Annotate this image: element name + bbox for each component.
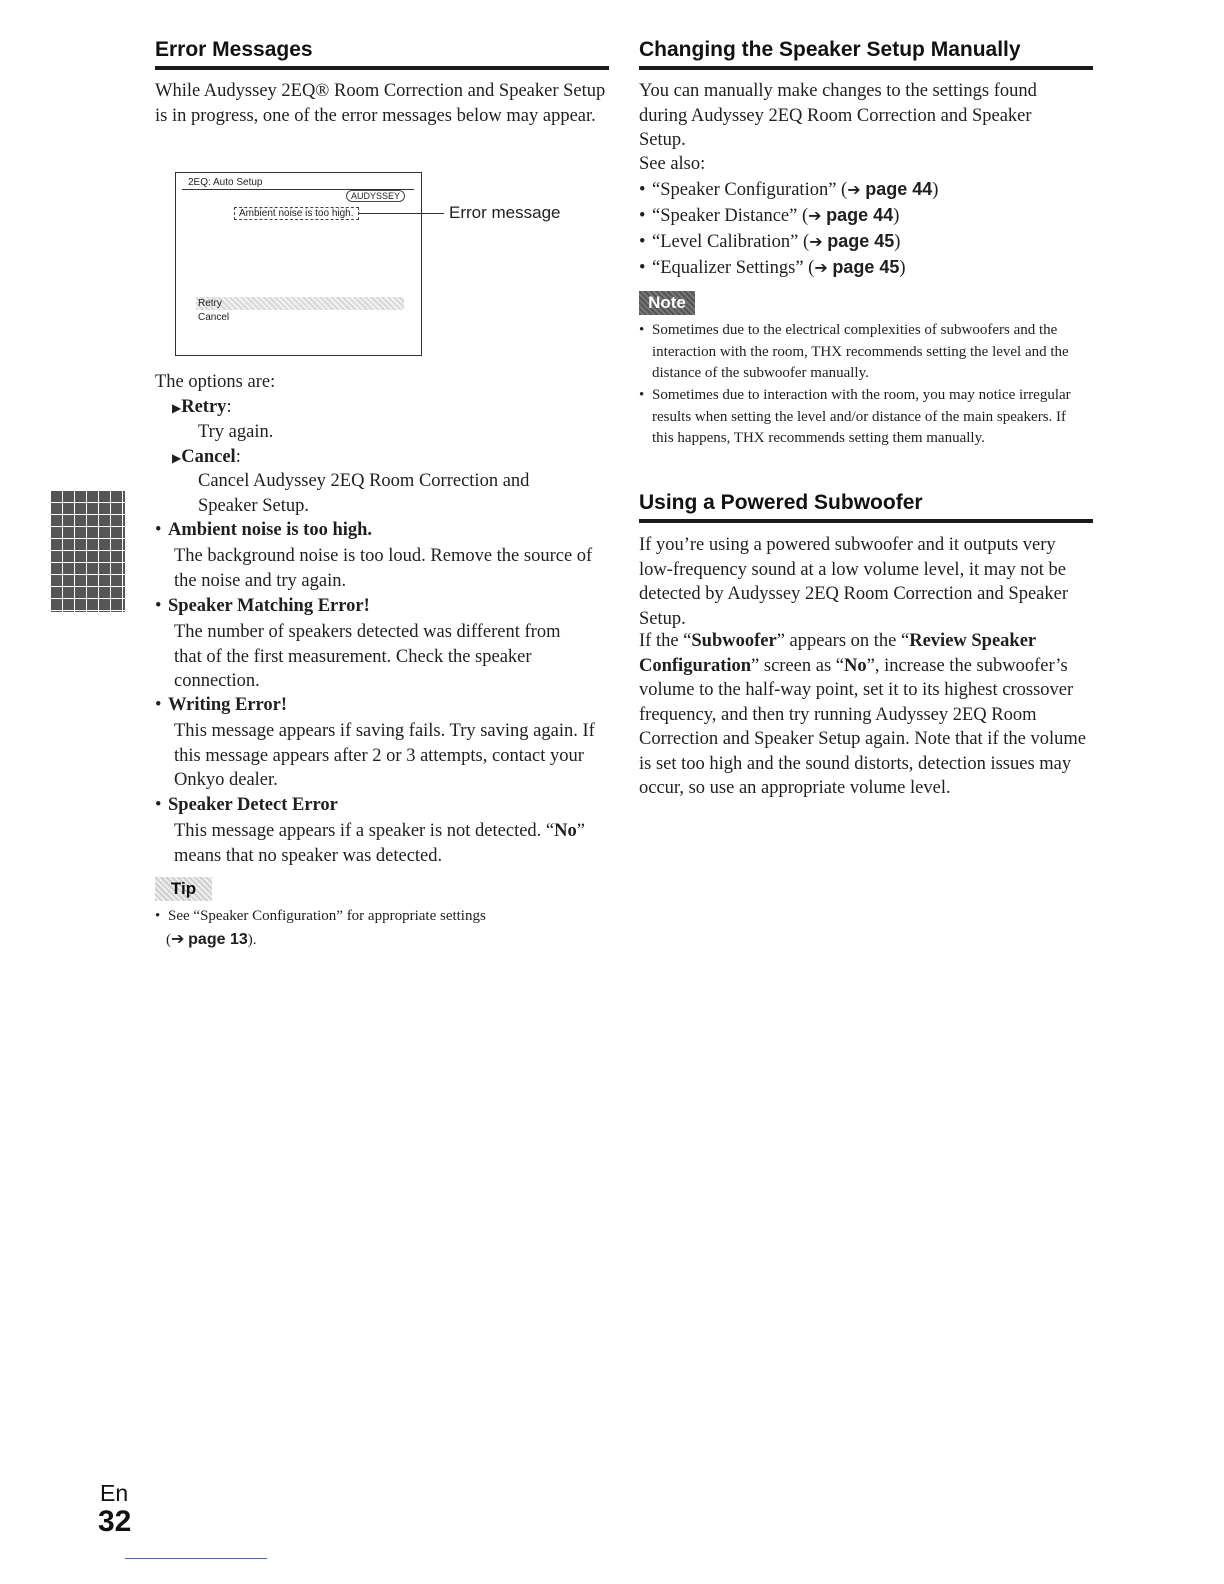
error-writing: • Writing Error! <box>155 695 288 715</box>
screen-option-cancel: Cancel <box>198 312 230 323</box>
ref-page-link[interactable]: page 44 <box>865 179 933 199</box>
note-badge <box>639 291 695 315</box>
error-speaker-detect-title: Speaker Detect Error <box>168 795 338 815</box>
ref-page-link[interactable]: page 44 <box>826 205 894 225</box>
option-cancel: ▶Cancel: <box>172 447 241 467</box>
page-arrow-icon: ➔ <box>809 232 823 251</box>
option-retry: ▶Retry: <box>172 397 232 417</box>
tip-page-link[interactable]: page 13 <box>188 931 248 948</box>
ref-level-calibration: • “Level Calibration” (➔ page 45) <box>639 231 901 252</box>
see-also-label: See also: <box>639 154 706 174</box>
ref-equalizer-settings: • “Equalizer Settings” (➔ page 45) <box>639 257 906 278</box>
screen-title: 2EQ: Auto Setup <box>188 177 263 188</box>
play-arrow-icon: ▶ <box>172 401 182 415</box>
changing-speaker-setup-heading: Changing the Speaker Setup Manually <box>639 38 1093 70</box>
page-arrow-icon: ➔ <box>847 180 861 199</box>
tip-page-ref: (➔ page 13). <box>166 929 257 948</box>
page-number: 32 <box>98 1505 132 1538</box>
error-writing-desc: This message appears if saving fails. Try saving again. If this message appears after 2 or 3 attempts, contact your Onkyo dealer. <box>174 721 595 790</box>
error-ambient-noise: • Ambient noise is too high. <box>155 520 373 540</box>
tip-badge <box>155 877 212 901</box>
ref-page-link[interactable]: page 45 <box>832 257 900 277</box>
option-cancel-name: Cancel <box>181 447 236 467</box>
tip-label: Tip <box>170 879 197 898</box>
error-speaker-matching-title: Speaker Matching Error! <box>168 596 370 616</box>
error-speaker-matching-desc: The number of speakers detected was different from that of the first measurement. Check the speaker connection. <box>174 622 561 691</box>
ref-speaker-configuration: • “Speaker Configuration” (➔ page 44) <box>639 179 939 200</box>
subwoofer-paragraph-1: If you’re using a powered subwoofer and it outputs very low-frequency sound at a low volume level, it may not be detected by Audyssey 2EQ Room Correction and Speaker Setup. <box>639 535 1068 629</box>
tip-text: • See “Speaker Configuration” for appropriate settings <box>155 908 486 924</box>
powered-subwoofer-heading: Using a Powered Subwoofer <box>639 491 1093 523</box>
changing-intro: You can manually make changes to the settings found during Audyssey 2EQ Room Correction and Speaker Setup. <box>639 81 1037 150</box>
ref-page-link[interactable]: page 45 <box>827 231 895 251</box>
page-arrow-icon: ➔ <box>814 258 828 277</box>
note-label: Note <box>648 293 686 312</box>
error-writing-title: Writing Error! <box>168 695 288 715</box>
play-arrow-icon: ▶ <box>172 451 182 465</box>
callout-label: Error message <box>449 203 561 222</box>
screen-error-message: Ambient noise is too high. <box>234 207 359 220</box>
ref-speaker-distance: • “Speaker Distance” (➔ page 44) <box>639 205 900 226</box>
page-arrow-icon: ➔ <box>171 929 185 948</box>
option-retry-name: Retry <box>181 397 227 417</box>
language-label: En <box>100 1480 129 1506</box>
callout-line <box>358 213 444 214</box>
error-speaker-detect-desc: This message appears if a speaker is not detected. “No” means that no speaker was detected. <box>174 821 585 866</box>
error-speaker-matching: • Speaker Matching Error! <box>155 596 370 616</box>
option-cancel-desc: Cancel Audyssey 2EQ Room Correction and Speaker Setup. <box>198 471 530 516</box>
footer-rule <box>125 1558 267 1559</box>
error-ambient-noise-desc: The background noise is too loud. Remove the source of the noise and try again. <box>174 546 593 591</box>
section-tab-marker <box>50 490 125 612</box>
note-item-2: • Sometimes due to interaction with the room, you may notice irregular results when setting the level and/or distance of the main speakers. If this happens, THX recommends setting them manually. <box>639 387 1071 446</box>
page-arrow-icon: ➔ <box>808 206 822 225</box>
option-retry-desc: Try again. <box>198 422 274 442</box>
error-messages-heading: Error Messages <box>155 38 609 70</box>
setup-screen-illustration <box>175 172 422 356</box>
options-label: The options are: <box>155 372 276 392</box>
screen-option-retry: Retry <box>198 298 222 309</box>
error-intro: While Audyssey 2EQ® Room Correction and Speaker Setup is in progress, one of the error messages below may appear. <box>155 81 606 126</box>
error-speaker-detect: • Speaker Detect Error <box>155 795 338 815</box>
note-item-1: • Sometimes due to the electrical complexities of subwoofers and the interaction with the room, THX recommends setting the level and the distance of the subwoofer manually. <box>639 322 1069 381</box>
error-ambient-noise-title: Ambient noise is too high. <box>168 520 373 540</box>
audyssey-logo: AUDYSSEY <box>346 190 405 202</box>
retry-highlight-bar <box>196 297 404 310</box>
subwoofer-paragraph-2: If the “Subwoofer” appears on the “Review Speaker Configuration” screen as “No”, increase the subwoofer’s volume to the half-way point, set it to its highest crossover frequency, and then try running Audyssey 2EQ Room Correction and Speaker Setup again. Note that if the volume is set too high and the sound distorts, detection issues may occur, so use an appropriate volume level. <box>639 631 1086 798</box>
